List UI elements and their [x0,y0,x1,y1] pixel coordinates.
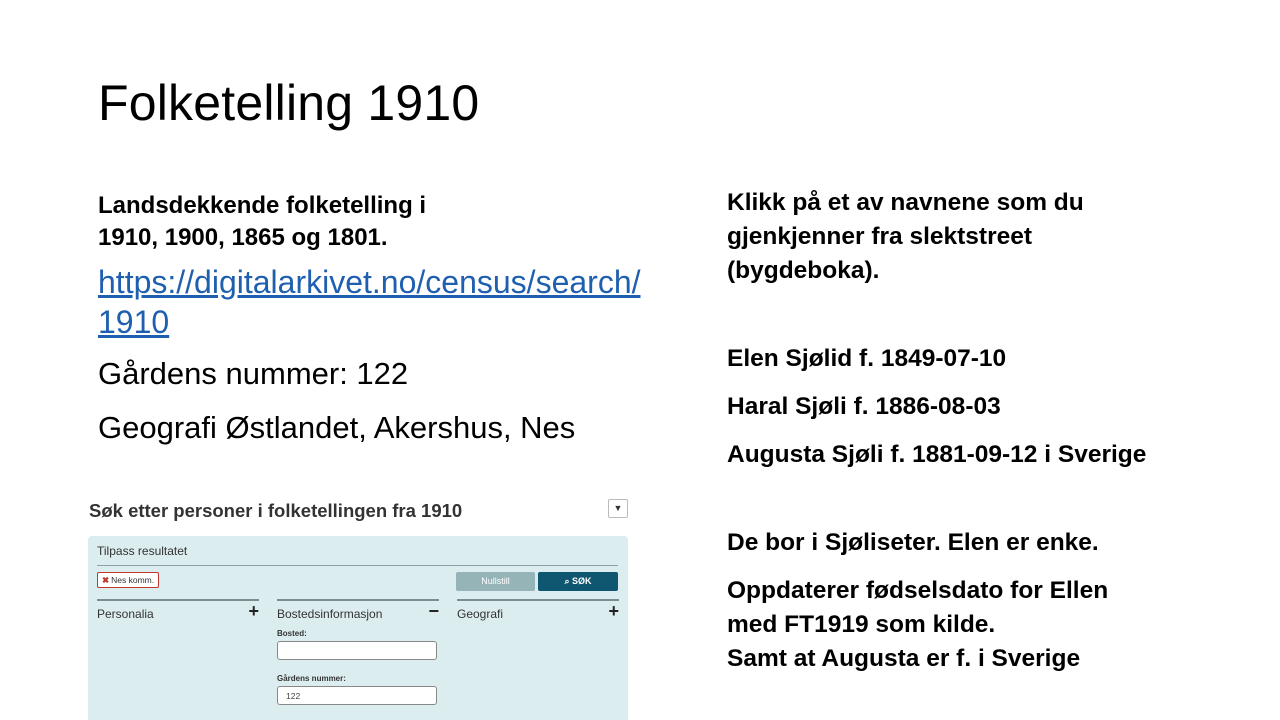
left-column [98,190,708,448]
right-column [727,186,1247,676]
section-divider [457,599,619,601]
instruction-text [727,186,1247,288]
search-filter-panel [88,536,628,720]
link-line-2: 1910 [98,304,170,340]
geography-text: Geografi Østlandet, Akershus, Nes [98,410,576,445]
bosted-section-label: Bostedsinformasjon [277,607,383,621]
personalia-label: Personalia [97,607,154,621]
slide-title: Folketelling 1910 [98,75,480,131]
instruction-line-2: gjenkjenner fra slektstreet [727,223,1033,250]
instruction-line-1: Klikk på et av navnene som du [727,189,1084,216]
subtitle-line-2: 1910, 1900, 1865 og 1801. [98,224,388,251]
update-note-line-2: med FT1919 som kilde. [727,611,996,638]
link-line-1: https://digitalarkivet.no/census/search/ [98,264,641,300]
caret-down-icon[interactable]: ▼ [608,499,628,518]
personalia-section[interactable] [97,599,259,621]
geografi-label: Geografi [457,607,504,621]
bosted-field-label: Bosted: [277,629,307,638]
filter-chip[interactable] [97,572,159,588]
residence-note: De bor i Sjøliseter. Elen er enke. [727,529,1099,556]
bosted-input[interactable] [277,641,437,660]
search-icon: ⌕ [564,576,570,586]
section-divider [277,599,439,601]
panel-divider [97,565,618,566]
farm-number-text: Gårdens nummer: 122 [98,356,409,391]
census-search-link[interactable] [98,262,708,342]
gard-number-input[interactable]: 122 [277,686,437,705]
expand-icon[interactable]: + [608,601,619,621]
section-divider [97,599,259,601]
search-title: Søk etter personer i folketellingen fra 1910 [89,500,463,521]
remove-icon[interactable]: ✖ [102,575,110,585]
geografi-section[interactable] [457,599,619,621]
collapse-icon[interactable]: − [428,601,439,621]
update-note [727,574,1247,676]
search-button-label: SØK [572,576,592,586]
expand-icon[interactable]: + [248,601,259,621]
update-note-line-1: Oppdaterer fødselsdato for Ellen [727,577,1109,604]
person-haral: Haral Sjøli f. 1886-08-03 [727,393,1001,420]
census-search-screenshot [88,496,628,720]
filter-chip-label: Nes komm. [111,575,155,585]
gard-field-label: Gårdens nummer: [277,674,346,683]
reset-button[interactable]: Nullstill [456,572,535,591]
panel-header: Tilpass resultatet [97,544,188,558]
instruction-line-3: (bygdeboka). [727,257,880,284]
subtitle-line-1: Landsdekkende folketelling i [98,192,427,219]
person-elen: Elen Sjølid f. 1849-07-10 [727,345,1007,372]
bosted-section[interactable] [277,599,439,705]
update-note-line-3: Samt at Augusta er f. i Sverige [727,645,1081,672]
subtitle [98,190,708,254]
person-augusta: Augusta Sjøli f. 1881-09-12 i Sverige [727,441,1147,468]
search-button[interactable] [538,572,618,591]
